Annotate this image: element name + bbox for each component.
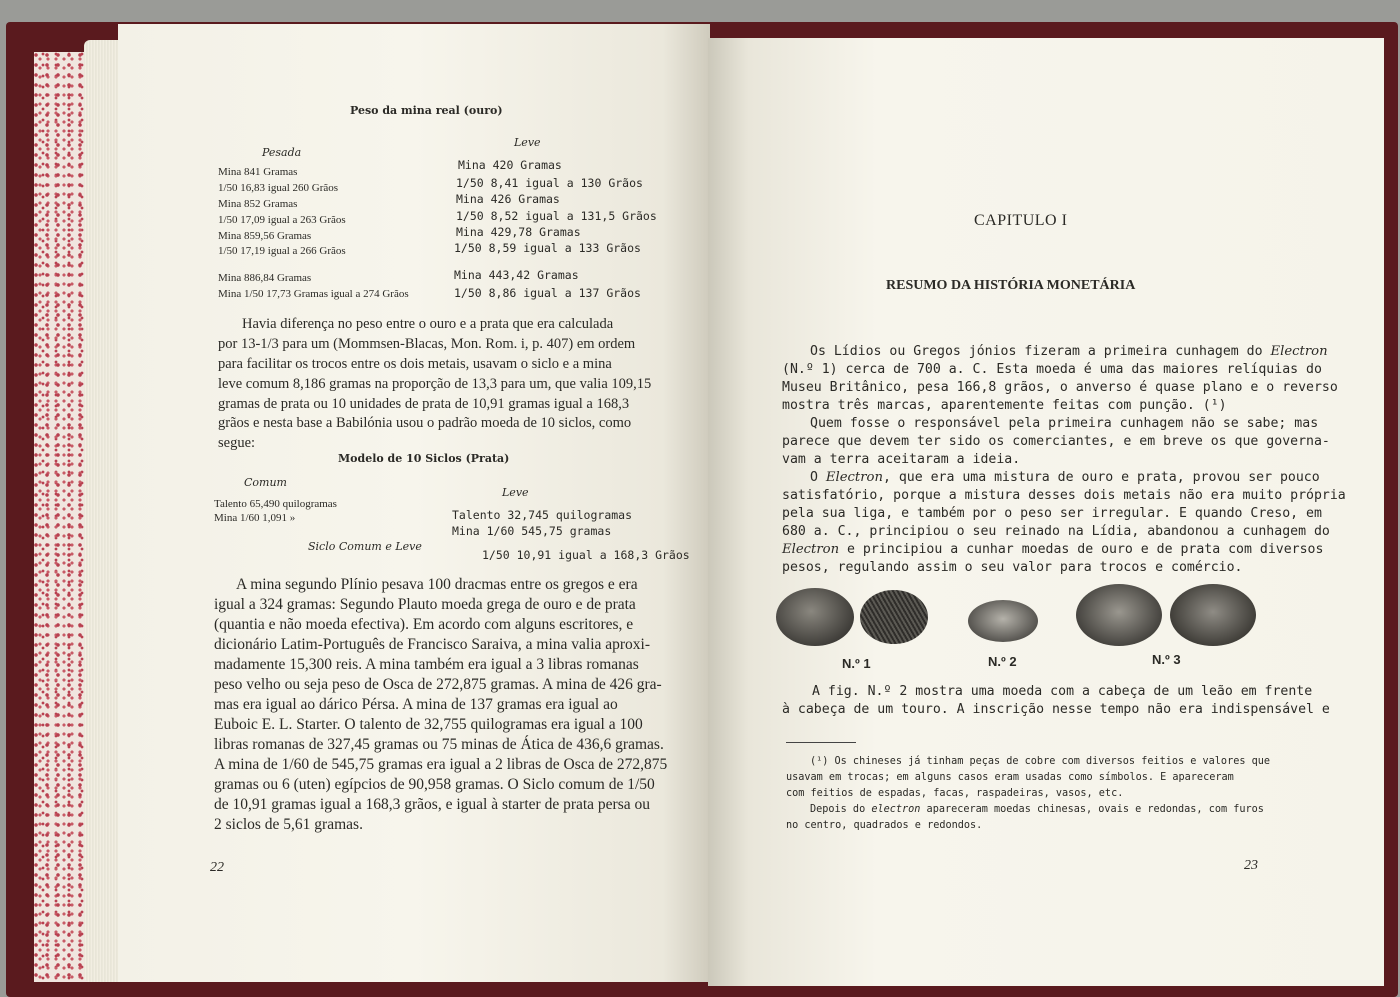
paragraph-line: mas era igual ao dárico Pérsa. A mina de 137 gramas era igual ao	[214, 696, 618, 713]
table1-left-row: Mina 886,84 Gramas	[218, 272, 312, 284]
table1-left-header: Pesada	[262, 146, 302, 159]
left-page	[118, 24, 710, 982]
table1-right-header: Leve	[514, 136, 541, 149]
paragraph-line: igual a 324 gramas: Segundo Plauto moeda grega de ouro e de prata	[214, 596, 636, 613]
table1-right-row: Mina 429,78 Gramas	[456, 225, 581, 239]
figure-label-3: N.º 3	[1152, 652, 1181, 667]
chapter-heading: CAPITULO I	[974, 212, 1068, 229]
table1-left-row: 1/50 17,09 igual a 263 Grãos	[218, 214, 346, 226]
paragraph-line: satisfatório, porque a mistura desses dois metais não era muito própria	[782, 488, 1346, 503]
paragraph-line: libras romanas de 327,45 gramas ou 75 minas de Ática de 436,6 gramas.	[214, 736, 664, 753]
table1-right-row: Mina 443,42 Gramas	[454, 268, 579, 282]
paragraph-line: (quantia e não moeda efectiva). Em acordo com alguns escritores, e	[214, 616, 634, 633]
figure-label-2: N.º 2	[988, 654, 1017, 669]
coin-croesus-obverse	[1076, 584, 1162, 646]
paragraph-line: Quem fosse o responsável pela primeira cunhagem não se sabe; mas	[810, 416, 1319, 431]
paragraph-line: A mina segundo Plínio pesava 100 dracmas entre os gregos e era	[236, 576, 638, 593]
table1-right-row: 1/50 8,86 igual a 137 Grãos	[454, 286, 641, 300]
table1-right-row: 1/50 8,59 igual a 133 Grãos	[454, 241, 641, 255]
paragraph-line: segue:	[218, 435, 256, 451]
table1-right-row: 1/50 8,41 igual a 130 Grãos	[456, 176, 643, 190]
section-title: RESUMO DA HISTÓRIA MONETÁRIA	[886, 278, 1136, 293]
coin-lion-bull	[968, 600, 1038, 642]
paragraph-line: grãos e nesta base a Babilónia usou o padrão moeda de 10 siclos, como	[218, 415, 632, 431]
page-number-left: 22	[210, 860, 224, 875]
table2-footer-value: 1/50 10,91 igual a 168,3 Grãos	[482, 548, 690, 562]
paragraph-line: por 13-1/3 para um (Mommsen-Blacas, Mon. Rom. i, p. 407) em ordem	[218, 336, 636, 352]
footnote-line: usavam em trocas; em alguns casos eram usadas como símbolos. E apareceram	[786, 772, 1234, 783]
page-number-right: 23	[1244, 858, 1258, 873]
paragraph-line: peso velho ou seja peso de Osca de 272,875 gramas. A mina de 426 gra-	[214, 676, 662, 693]
paragraph-line: O Electron, que era uma mistura de ouro e prata, provou ser pouco	[810, 470, 1320, 485]
footnote-line: com feitios de espadas, facas, raspadeiras, vasos, etc.	[786, 788, 1124, 799]
paragraph-line: gramas ou 6 (uten) egípcios de 90,958 gramas. O Siclo comum de 1/50	[214, 776, 655, 793]
paragraph-line: A mina de 1/60 de 545,75 gramas era igual a 2 libras de Osca de 272,875	[214, 756, 668, 773]
paragraph-line: leve comum 8,186 gramas na proporção de 13,3 para um, que valia 109,15	[218, 376, 652, 392]
paragraph-line: para facilitar os trocos entre os dois metais, usavam o siclo e a mina	[218, 356, 612, 372]
footnote-line: (¹) Os chineses já tinham peças de cobre com diversos feitios e valores que	[810, 756, 1271, 767]
paragraph-line: A fig. N.º 2 mostra uma moeda com a cabeça de um leão em frente	[812, 684, 1313, 699]
paragraph-line: à cabeça de um touro. A inscrição nesse tempo não era indispensável e	[782, 702, 1330, 717]
footnote-line: no centro, quadrados e redondos.	[786, 820, 983, 831]
paragraph-line: dicionário Latim-Português de Francisco Saraiva, a mina valia aproxi-	[214, 636, 651, 653]
footnote-line: Depois do electron apareceram moedas chinesas, ovais e redondas, com furos	[810, 804, 1264, 815]
coin-electron-obverse	[776, 588, 854, 646]
figure-label-1: N.º 1	[842, 656, 871, 671]
coin-electron-reverse	[860, 590, 928, 644]
paragraph-line: parece que devem ter sido os comerciantes, e em breve os que governa-	[782, 434, 1330, 449]
paragraph-line: pesos, regulando assim o seu valor para trocos e comércio.	[782, 560, 1243, 575]
paragraph-line: Electron e principiou a cunhar moedas de ouro e de prata com diversos	[782, 542, 1324, 557]
table1-right-row: Mina 426 Gramas	[456, 192, 560, 206]
table1-left-row: Mina 852 Gramas	[218, 198, 298, 210]
table1-right-row: Mina 420 Gramas	[458, 158, 562, 172]
paragraph-line: 680 a. C., principiou o seu reinado na Lídia, abandonou a cunhagem do	[782, 524, 1330, 539]
paragraph-line: vam a terra aceitaram a ideia.	[782, 452, 1021, 467]
footnote-rule	[786, 742, 856, 743]
table2-title: Modelo de 10 Siclos (Prata)	[338, 452, 510, 465]
table2-right-row: Mina 1/60 545,75 gramas	[452, 524, 612, 538]
paragraph-line: Os Lídios ou Gregos jónios fizeram a primeira cunhagem do Electron	[810, 344, 1328, 359]
coin-croesus-reverse	[1170, 584, 1256, 646]
table2-left-row: Talento 65,490 quilogramas	[214, 498, 337, 510]
paragraph-line: gramas de prata ou 10 unidades de prata de 10,91 gramas igual a 168,3	[218, 396, 630, 412]
table1-title: Peso da mina real (ouro)	[350, 104, 503, 117]
paragraph-line: madamente 15,300 reis. A mina também era igual a 3 libras romanas	[214, 656, 639, 673]
table2-left-header: Comum	[244, 476, 287, 489]
paragraph-line: Euboic E. L. Starter. O talento de 32,755 quilogramas era igual a 100	[214, 716, 643, 733]
table1-left-row: 1/50 17,19 igual a 266 Grãos	[218, 245, 346, 257]
table2-right-row: Talento 32,745 quilogramas	[452, 508, 633, 522]
table1-left-row: 1/50 16,83 igual 260 Grãos	[218, 182, 339, 194]
table2-footer-label: Siclo Comum e Leve	[308, 540, 422, 553]
table1-right-row: 1/50 8,52 igual a 131,5 Grãos	[456, 209, 657, 223]
paragraph-line: de 10,91 gramas igual a 168,3 grãos, e igual à starter de prata persa ou	[214, 796, 650, 813]
paragraph-line: mostra três marcas, aparentemente feitas com punção. (¹)	[782, 398, 1227, 413]
table2-left-row: Mina 1/60 1,091 »	[214, 512, 296, 524]
paragraph-line: Museu Britânico, pesa 166,8 grãos, o anverso é quase plano e o reverso	[782, 380, 1338, 395]
table2-right-header: Leve	[502, 486, 529, 499]
table1-left-row: Mina 1/50 17,73 Gramas igual a 274 Grãos	[218, 288, 409, 300]
paragraph-line: 2 siclos de 5,61 gramas.	[214, 816, 363, 833]
paragraph-line: Havia diferença no peso entre o ouro e a prata que era calculada	[242, 316, 614, 332]
table1-left-row: Mina 859,56 Gramas	[218, 230, 312, 242]
paragraph-line: (N.º 1) cerca de 700 a. C. Esta moeda é uma das maiores relíquias do	[782, 362, 1322, 377]
table1-left-row: Mina 841 Gramas	[218, 166, 298, 178]
paragraph-line: pela sua liga, e também por o peso ser irregular. E quando Creso, em	[782, 506, 1322, 521]
